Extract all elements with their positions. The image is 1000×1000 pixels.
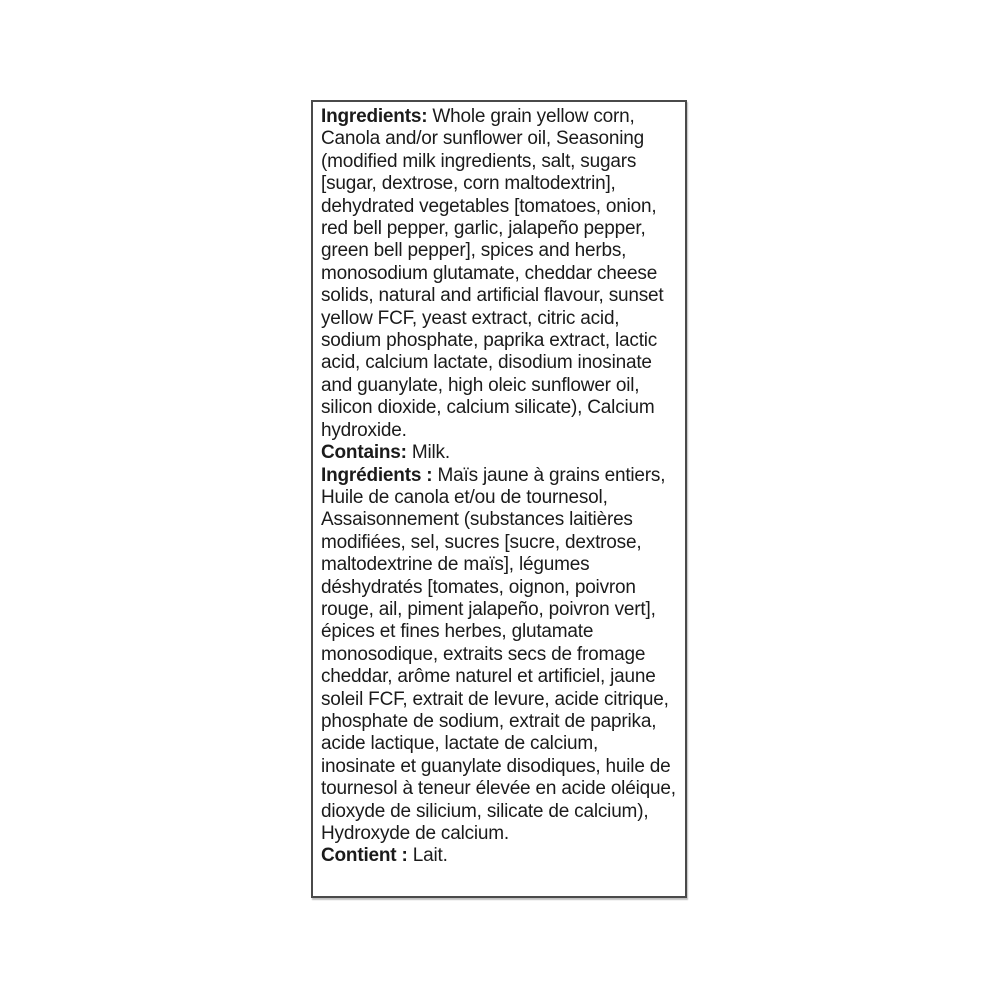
ingredients-label-box <box>311 100 687 898</box>
contains-english-lead: Contains: <box>321 442 407 464</box>
contains-section-english <box>321 442 677 464</box>
ingredients-english-lead: Ingredients: <box>321 106 428 127</box>
contains-french-text: Lait. <box>407 845 448 867</box>
ingredients-french-text: Maïs jaune à grains entiers, Huile de canola et/ou de tournesol, Assaisonnement (substances laitières modifiées, sel, sucres [sucre, dextrose, maltodextrine de maïs], légumes déshydratés [tomates, oignon, poivron rouge, ail, piment jalapeño, poivron vert], épices et fines herbes, glutamate monosodique, extraits secs de fromage cheddar, arôme naturel et artificiel, jaune soleil FCF, extrait de levure, acide citrique, phosphate de sodium, extrait de paprika, acide lactique, lactate de calcium, inosinate et guanylate disodiques, huile de tournesol à teneur élevée en acide oléique, dioxyde de silicium, silicate de calcium), Hydroxyde de calcium. <box>321 464 676 844</box>
ingredients-french-lead: Ingrédients : <box>321 464 433 486</box>
ingredients-english-text: Whole grain yellow corn, Canola and/or sunflower oil, Seasoning (modified milk ingredients, salt, sugars [sugar, dextrose, corn maltodextrin], dehydrated vegetables [tomatoes, onion, red bell pepper, garlic, jalapeño pepper, green bell pepper], spices and herbs, monosodium glutamate, cheddar cheese solids, natural and artificial flavour, sunset yellow FCF, yeast extract, citric acid, sodium phosphate, paprika extract, lactic acid, calcium lactate, disodium inosinate and guanylate, high oleic sunflower oil, silicon dioxide, calcium silicate), Calcium hydroxide. <box>321 106 664 441</box>
contains-french-lead: Contient : <box>321 845 408 867</box>
contains-english-text: Milk. <box>406 442 450 464</box>
ingredients-section-french <box>321 465 677 846</box>
ingredients-section-english <box>321 106 677 442</box>
contains-section-french <box>321 845 677 867</box>
